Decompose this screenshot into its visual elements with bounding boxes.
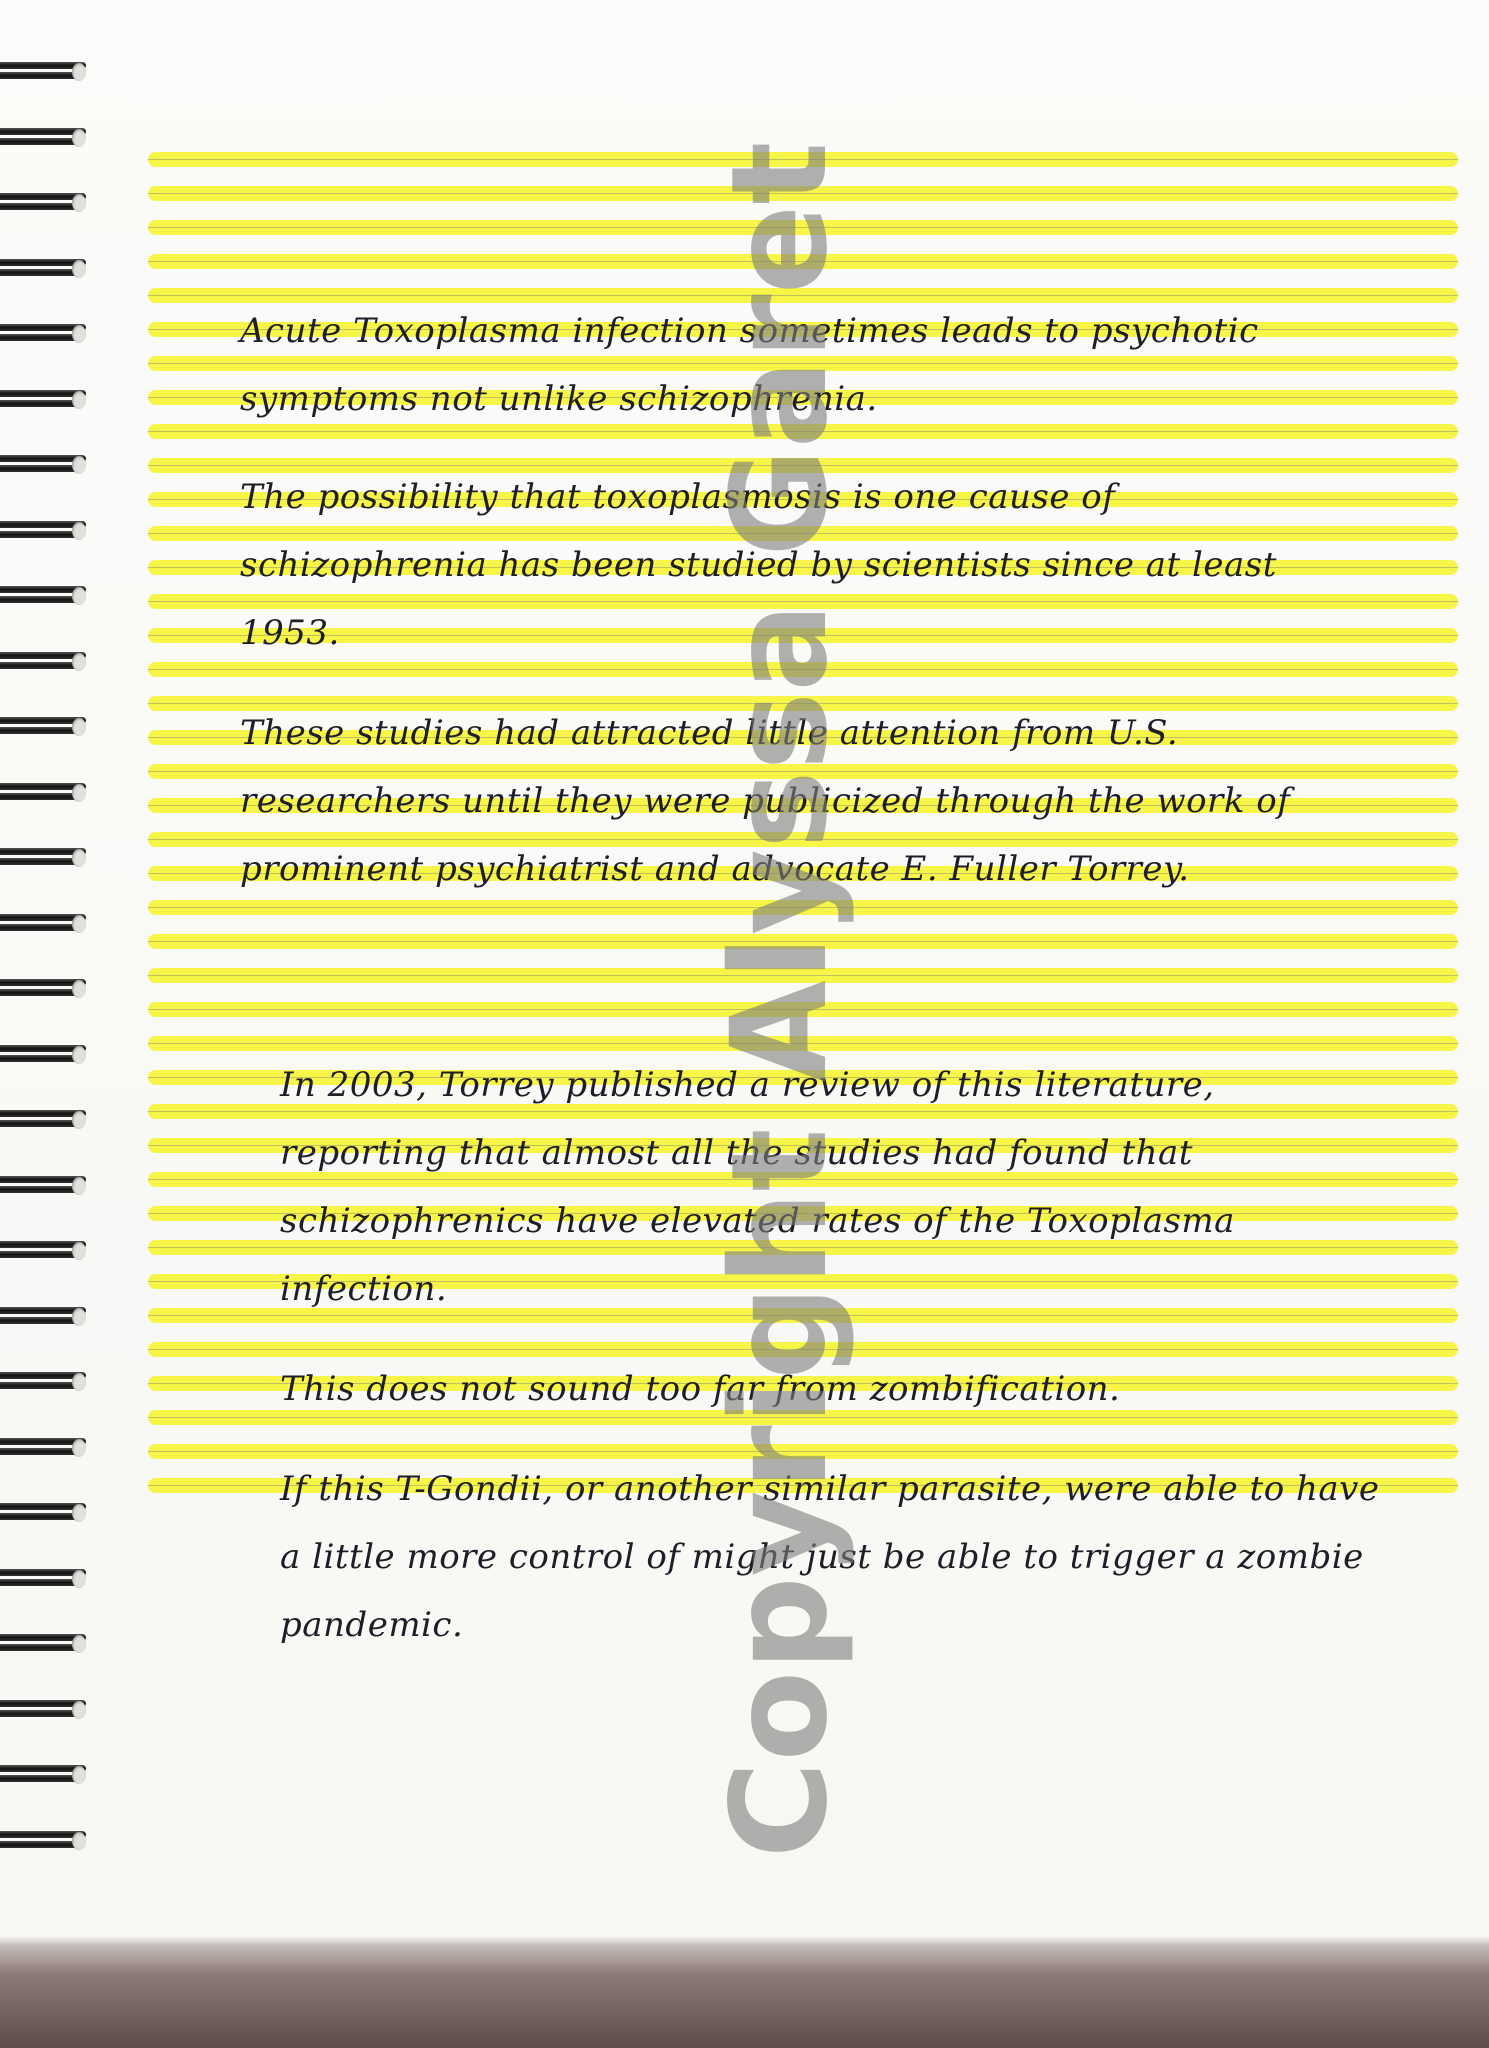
paragraph-schizophrenia-cause: The possibility that toxoplasmosis is one cause of schizophrenia has been studied by scientists since at least 1953. — [240, 477, 1277, 653]
paragraph-zombie-pandemic: If this T-Gondii, or another similar parasite, were able to have a little more control of might just be able to trigger a zombie pandemic. — [280, 1469, 1380, 1645]
paragraph-toxoplasma-psychosis: Acute Toxoplasma infection sometimes leads to psychotic symptoms not unlike schizophrenia. — [240, 311, 1259, 419]
copyright-watermark: Copyright Alyssa Garet — [703, 141, 857, 1859]
page-bottom-edge — [0, 1935, 1489, 2048]
paragraph-us-researchers: These studies had attracted little attention from U.S. researchers until they were publicized through the work of prominent psychiatrist and advocate E. Fuller Torrey. — [240, 713, 1291, 889]
paragraph-torrey-review: In 2003, Torrey published a review of this literature, reporting that almost all the studies had found that schizophrenics have elevated rates of the Toxoplasma infection. — [280, 1065, 1235, 1309]
paragraph-zombification: This does not sound too far from zombification. — [280, 1369, 1121, 1409]
